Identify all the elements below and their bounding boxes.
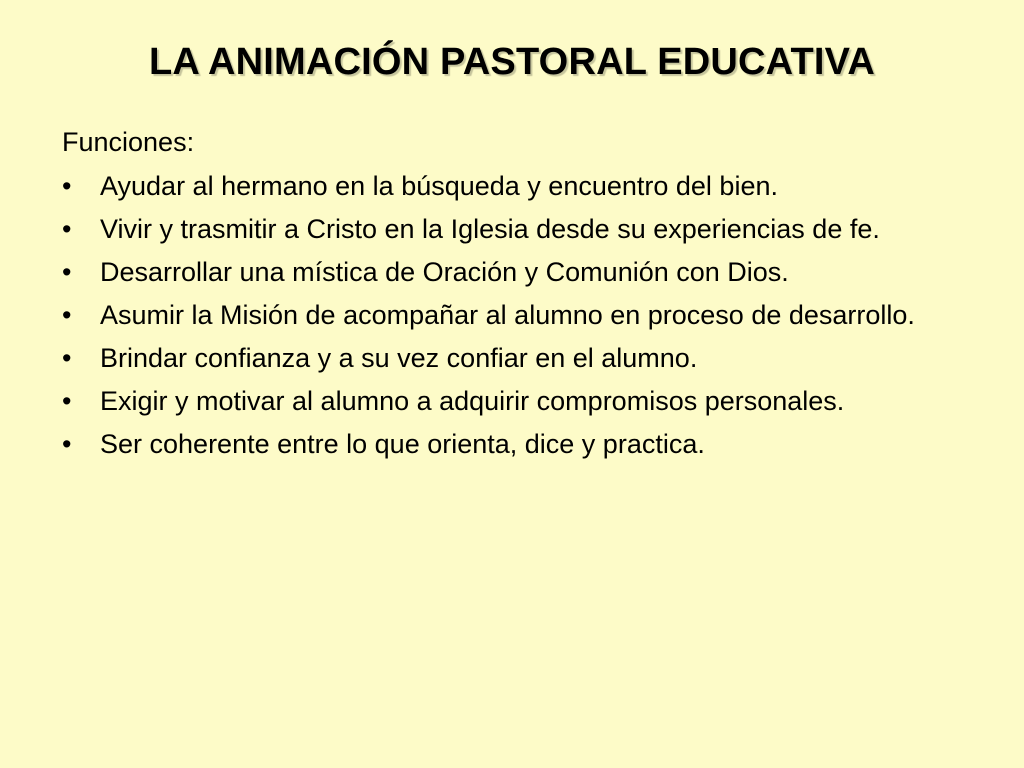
bullet-icon: • xyxy=(62,171,72,201)
list-item-text: Vivir y trasmitir a Cristo en la Iglesia desde su experiencias de fe. xyxy=(100,214,880,244)
intro-label: Funciones: xyxy=(62,127,195,157)
list-item-text: Ser coherente entre lo que orienta, dice y practica. xyxy=(100,429,705,459)
list-item xyxy=(62,213,982,245)
list-item xyxy=(62,385,982,417)
bullet-icon: • xyxy=(62,343,72,373)
list-item-text: Asumir la Misión de acompañar al alumno en proceso de desarrollo. xyxy=(100,300,915,330)
bullet-icon: • xyxy=(62,300,72,330)
bullet-icon: • xyxy=(62,214,72,244)
list-item xyxy=(62,256,982,288)
list-item xyxy=(62,428,982,460)
list-item-text: Exigir y motivar al alumno a adquirir compromisos personales. xyxy=(100,386,845,416)
bullet-icon: • xyxy=(62,257,72,287)
list-item-text: Desarrollar una mística de Oración y Comunión con Dios. xyxy=(100,257,789,287)
list-item-text: Ayudar al hermano en la búsqueda y encuentro del bien. xyxy=(100,171,778,201)
list-item-text: Brindar confianza y a su vez confiar en el alumno. xyxy=(100,343,698,373)
bullet-icon: • xyxy=(62,429,72,459)
list-item xyxy=(62,299,982,331)
list-item xyxy=(62,170,982,202)
list-item xyxy=(62,342,982,374)
slide-body xyxy=(62,126,982,471)
bullet-icon: • xyxy=(62,386,72,416)
bullet-list xyxy=(62,170,982,460)
slide-title: LA ANIMACIÓN PASTORAL EDUCATIVA xyxy=(148,41,876,83)
